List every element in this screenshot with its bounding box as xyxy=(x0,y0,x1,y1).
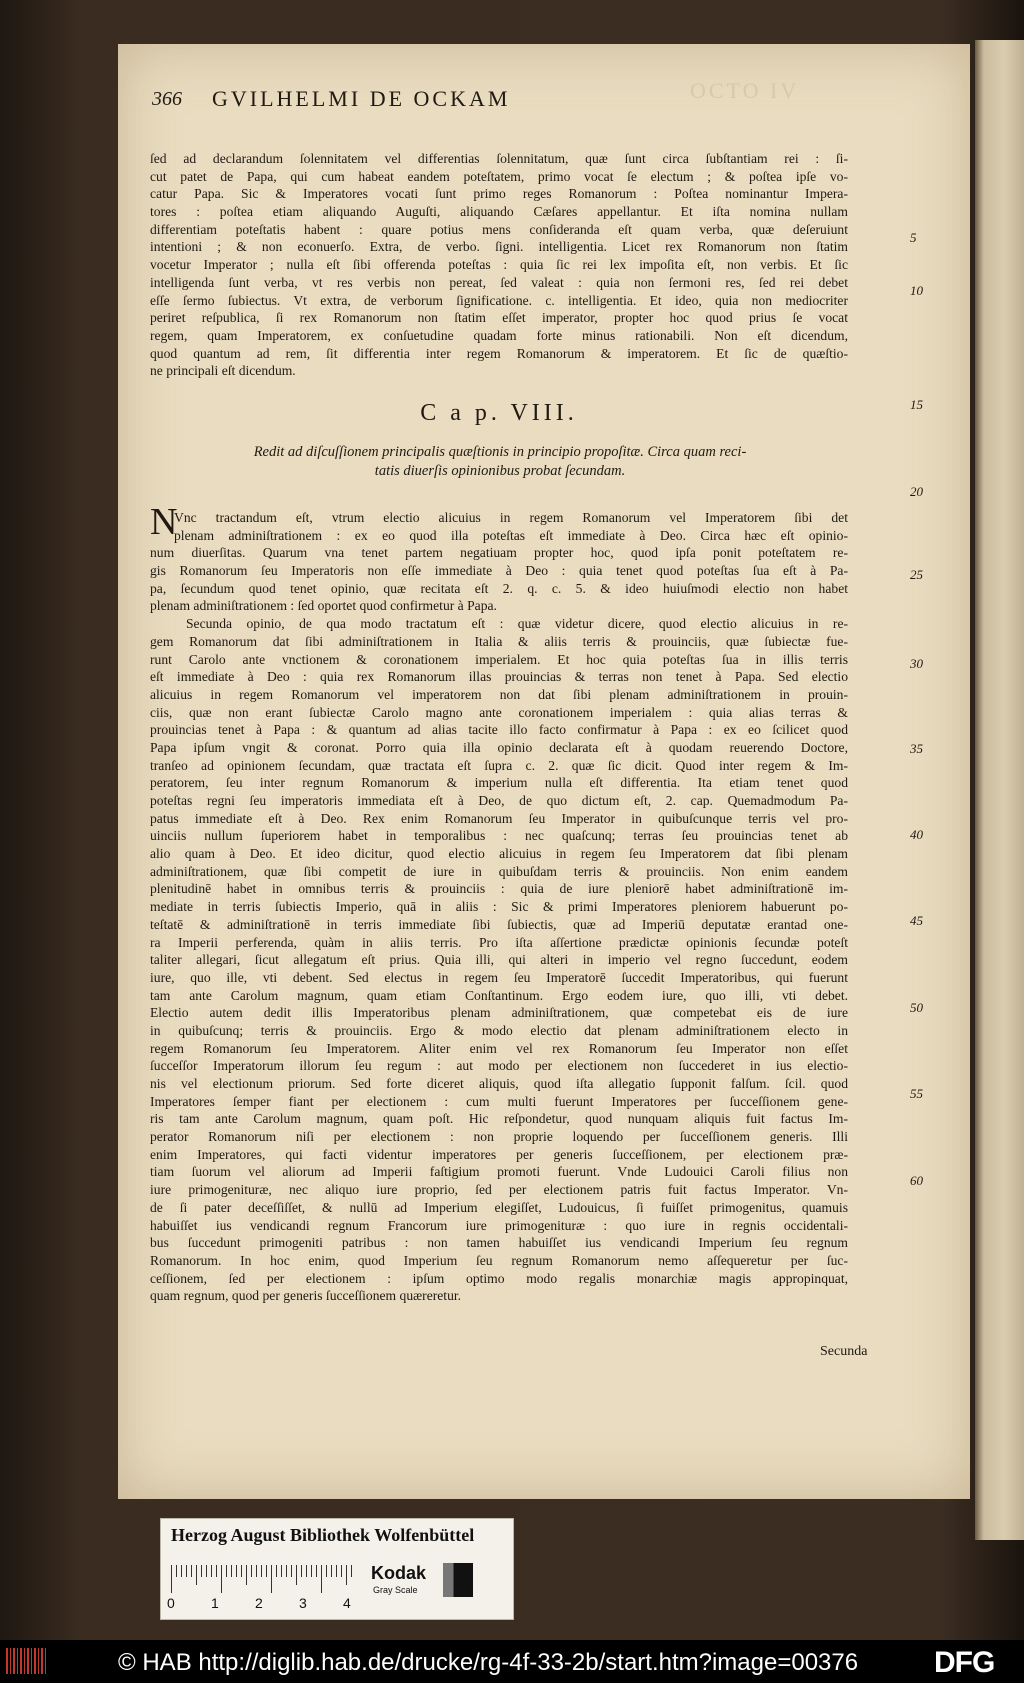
text-line: mediate in terris ſubiectis Imperio, quā in aliis : Sic & primi Imperatores pleniorem habuerunt po- xyxy=(150,899,848,915)
scale-tick xyxy=(251,1565,252,1577)
gray-scale-patch xyxy=(443,1563,473,1597)
text-line: iure primogenituræ, nec aliquo iure proprio, ſed per electionem patris fuit factus Imperator. Vn- xyxy=(150,1182,848,1198)
text-line: gem Romanorum dat ſibi adminiſtrationem in Italia & aliis terris & prouinciis, quæ ſubiectæ fue- xyxy=(150,633,848,649)
text-line: uinciis nullum ſuperiorem habet in temporalibus : nec quaſcunq; terras ſeu prouincias tenet ab xyxy=(150,828,848,844)
scale-tick xyxy=(186,1565,187,1577)
scale-tick xyxy=(306,1565,307,1577)
margin-line-number: 25 xyxy=(910,567,923,582)
scale-tick xyxy=(281,1565,282,1577)
scale-tick xyxy=(176,1565,177,1577)
text-line: ris tam ante Carolum magnum, quam poſt. Hic reſpondetur, quod nunquam aliquis fuit factus Im- xyxy=(150,1111,848,1127)
text-line: ſucceſſor Imperatorum illorum ſeu regum : aut modo per electionem non ſuccederet in ius electio- xyxy=(150,1058,848,1074)
scale-tick xyxy=(266,1565,267,1577)
scale-tick xyxy=(296,1565,297,1585)
text-line: patus immediate eſt à Deo. Rex enim Romanorum ſeu Imperator in quibuſcunque terris vel pro- xyxy=(150,810,848,826)
scale-tick xyxy=(336,1565,337,1577)
text-line: bus ſuccedunt primogeniti patribus : non tamen habuiſſet ius vendicandi Imperium ſeu regnum xyxy=(150,1235,848,1251)
scale-tick xyxy=(286,1565,287,1577)
scale-tick xyxy=(216,1565,217,1577)
scale-tick xyxy=(311,1565,312,1577)
chapter-summary-line: Redit ad diſcuſſionem principalis quæſtionis in principio propoſitæ. Circa quam reci- xyxy=(253,444,747,460)
dfg-logo: DFG xyxy=(934,1646,995,1679)
text-line: alio quam à Deo. Et ideo dicitur, quod electio alicuius in regem ſeu Imperatorem dat ſibi plenam xyxy=(150,846,848,862)
text-line: periret reſpublica, ſi rex Romanorum non ſtatim eſſet imperator, propter hoc quod prius ſe vocat xyxy=(150,310,848,326)
scale-tick xyxy=(206,1565,207,1577)
scale-tick xyxy=(316,1565,317,1577)
chapter-summary-line: tatis diuerſis opinionibus probat ſecundam. xyxy=(374,463,626,479)
scale-tick xyxy=(321,1565,322,1593)
scale-tick xyxy=(291,1565,292,1577)
chapter-body-text xyxy=(150,509,848,1305)
scale-number: 4 xyxy=(343,1595,351,1611)
text-line: peratorem, ſeu inter regnum Romanorum & imperium nulla eſt differentia. Ita etiam tenet quod xyxy=(150,775,848,791)
scale-tick xyxy=(201,1565,202,1577)
text-line: gis Romanorum ſeu Imperatoris non eſſe immediate à Deo : quia tenet quod poteſtas ſua eſt à Pa- xyxy=(150,563,848,579)
kodak-logo: Kodak xyxy=(371,1563,427,1583)
scale-number: 3 xyxy=(299,1595,307,1611)
scale-tick xyxy=(241,1565,242,1577)
scale-tick xyxy=(261,1565,262,1577)
scale-tick xyxy=(246,1565,247,1585)
text-line: num diuerſitas. Quarum vna tenet partem negatiuam propter hoc, quod ipſa ponit poteſtatem re- xyxy=(150,545,848,561)
scale-tick xyxy=(236,1565,237,1577)
scale-tick xyxy=(326,1565,327,1577)
scale-tick xyxy=(256,1565,257,1577)
text-line: prouincias tenet à Papa : & quantum ad alias tacite illo facto confirmatur à Papa : ex eo ſcilicet quod xyxy=(150,722,848,738)
text-line: tiam ſuorum vel aliorum ad Imperii faſtigium promoti fuerunt. Vnde Ludouici Caroli filius non xyxy=(150,1164,848,1180)
drop-cap: N xyxy=(150,501,178,543)
margin-line-number: 45 xyxy=(910,913,923,928)
margin-line-number: 35 xyxy=(910,741,923,756)
running-title: GVILHELMI DE OCKAM xyxy=(212,86,511,111)
text-line: plenam adminiſtrationem : ex eo quod illa poteſtas eſt immediate à Deo. Circa hæc eſt opinio- xyxy=(174,527,848,543)
text-line: tam ante Carolum magnum, quam etiam Conſtantinum. Ergo eodem iure, quo illi, vti debet. xyxy=(150,987,848,1003)
scale-tick xyxy=(331,1565,332,1577)
page-header xyxy=(152,86,742,122)
facing-page-edge xyxy=(975,40,1024,1540)
margin-line-number: 40 xyxy=(910,827,923,842)
text-line: nis vel electionum priorum. Sed forte diceret aliquis, quod iſta allegatio ſupponit falſum. ſcil. quod xyxy=(150,1076,848,1091)
text-line: regem, quam Imperatorem, ex conſuetudine quadam forte minus rationabili. Non eſt dicendum, xyxy=(150,327,848,343)
gray-scale-label: Gray Scale xyxy=(373,1585,418,1595)
text-line: poteſtas regni ſeu imperatoris immediata eſt à Deo, de quo dictum eſt, 2. cap. Quemadmodum Pa- xyxy=(150,793,848,808)
scale-number: 0 xyxy=(167,1595,175,1611)
scale-tick xyxy=(196,1565,197,1585)
margin-line-number: 55 xyxy=(910,1086,923,1101)
text-line: ra Imperii perferenda, quàm in aliis terris. Pro iſta aſſertione prædictæ opinionis ſecundæ poteſt xyxy=(150,934,848,950)
margin-line-number: 60 xyxy=(910,1173,923,1188)
scale-tick xyxy=(351,1565,352,1577)
scale-tick xyxy=(171,1565,172,1593)
margin-line-number: 10 xyxy=(910,283,923,298)
scale-tick xyxy=(226,1565,227,1577)
text-line: cut patet de Papa, qui cum habeat eandem poteſtatem, primo vocat ſe electum ; & poſtea ipſe vo- xyxy=(150,168,848,184)
text-line: pa, ſecundum quod tenet opinio, quæ recitata eſt 2. q. c. 5. & ideo huiuſmodi electio non habet xyxy=(150,580,848,596)
scale-tick xyxy=(211,1565,212,1577)
text-line: Papa ipſum vngit & coronat. Porro quia illa opinio declarata eſt à quodam reuerendo Doctore, xyxy=(150,739,848,755)
bleed-through-title: OCTO IV xyxy=(690,78,800,103)
scale-tick xyxy=(341,1565,342,1577)
text-line: taliter allegari, ſicut allegatum eſt prius. Quia illi, qui alteri in imperio vel regno ſuccedunt, eodem xyxy=(150,952,848,968)
text-line: enim Imperatores, qui facti videntur imperatores per generis ſucceſſionem, per electionem præ- xyxy=(150,1146,848,1162)
scale-tick xyxy=(231,1565,232,1577)
scale-tick xyxy=(276,1565,277,1577)
text-line: quam regnum, quod per generis ſucceſſionem quæreretur. xyxy=(150,1288,462,1304)
margin-line-number: 50 xyxy=(910,1000,923,1015)
text-line: catur Papa. Sic & Imperatores vocati ſunt primo reges Romanorum : Poſtea nominantur Impera- xyxy=(150,186,848,202)
text-line: plenam adminiſtrationem : ſed oportet quod confirmetur à Papa. xyxy=(150,598,497,614)
margin-line-number: 5 xyxy=(910,230,917,245)
scale-number: 1 xyxy=(211,1595,219,1611)
text-line: regem Romanorum ſeu Imperatorem. Aliter enim vel rex Romanorum ſeu Imperator non eſſet xyxy=(150,1040,848,1056)
scale-tick xyxy=(181,1565,182,1577)
library-name: Herzog August Bibliothek Wolfenbüttel xyxy=(171,1525,475,1545)
text-line: vocetur Imperator ; nulla eſt ſibi offerenda poteſtas : quia ſic rei lex impoſita eſt, non verbis. Et ſic xyxy=(150,257,848,273)
text-line: Secunda opinio, de qua modo tractatum eſt : quæ videtur dicere, quod electio alicuius in re- xyxy=(186,616,848,632)
page-number: 366 xyxy=(152,88,182,110)
text-line: perator Romanorum niſi per electionem : non proprie loquendo per ſucceſſionem generis. Illi xyxy=(150,1129,848,1145)
text-line: eſt immediate à Deo : quia rex Romanorum illas prouincias & terras non tenet à Papa. Sed electio xyxy=(150,669,848,685)
text-line: plenitudinē habet in omnibus terris & prouinciis : quia de iure pleniorē habet adminiſtrationē im- xyxy=(150,881,848,897)
text-line: iure, quo ille, vti debent. Sed electus in regem ſeu Imperatorē ſuccedit Imperatoribus, qui fuerunt xyxy=(150,969,848,985)
text-line: tranſeo ad opinionem ſecundam, quæ tractata eſt ſupra c. 2. quæ ſic dicit. Quod inter regem & Im- xyxy=(150,757,848,773)
text-line: Vnc tractandum eſt, vtrum electio alicuius in regem Romanorum vel Imperatorem ſibi det xyxy=(174,510,848,525)
text-line: ciis, quæ non erant ſubiectæ Carolo magno ante coronationem imperialem : quia alias terras & xyxy=(150,704,848,720)
text-line: intentioni ; & non econuerſo. Extra, de verbo. ſigni. intelligentia. Licet rex Romanorum non ſtatim xyxy=(150,239,848,255)
text-line: ne principali eſt dicendum. xyxy=(150,363,296,379)
margin-line-number: 15 xyxy=(910,397,923,412)
text-line: quod quantum ad rem, ſit differentia inter regem Romanorum & imperatorem. Et ſic de quæſtio- xyxy=(150,345,848,361)
text-line: tores : poſtea etiam aliquando Auguſti, aliquando Cæſares appellantur. Et iſta nomina nullam xyxy=(150,204,848,220)
scale-tick xyxy=(191,1565,192,1577)
text-line: Electio autem dedit illis Imperatoribus plenam adminiſtrationem, quæ competebat eis de iure xyxy=(150,1005,848,1021)
text-line: differentiam poteſtatis habent : quare potius mens conſideranda eſt quam verba, quæ deſeruiunt xyxy=(150,221,848,237)
text-line: in quibuſcunq; terris & prouinciis. Ergo & modo electio dat plenam adminiſtrationem electo in xyxy=(150,1022,848,1038)
scale-tick xyxy=(301,1565,302,1577)
line-number-margin xyxy=(910,0,950,1683)
margin-line-number: 30 xyxy=(910,656,923,671)
text-line: de ſi pater deceſſiſſet, & nullū ad Imperium elegiſſet, Ludouicus, ſi fuiſſet primogenitus, quamuis xyxy=(150,1199,848,1215)
text-line: runt Carolo ante vnctionem & coronationem imperialem. Et hoc quia poteſtas ſua in illis terris xyxy=(150,651,848,667)
text-line: ſed ad declarandum ſolennitatem vel differentias ſolennitatum, quæ ſunt circa ſubſtantiam rei : ſi- xyxy=(150,151,848,166)
text-line: ceſſionem, ſed per electionem : ipſum optimo modo regalis monarchiæ magis appropinquat, xyxy=(150,1270,848,1286)
text-line: teſtatē & adminiſtrationē in terris immediate ſibi ſubiectis, quæ ad Imperiū deputatæ erantad one- xyxy=(150,916,848,932)
barcode-icon xyxy=(6,1648,46,1674)
chapter-summary xyxy=(200,443,800,481)
text-line: Romanorum. In hoc enim, quod Imperium ſeu regnum Romanorum nemo aſſequeretur per ſuc- xyxy=(150,1252,848,1268)
footer-bar xyxy=(0,1640,1024,1683)
chapter-heading: C a p. VIII. xyxy=(420,400,578,426)
margin-line-number: 20 xyxy=(910,484,923,499)
scale-tick xyxy=(271,1565,272,1593)
text-line: habuiſſet ius vendicandi regnum Francorum iure primogenituræ : quo iure in regnis occidentali- xyxy=(150,1217,848,1233)
footer-credit[interactable]: © HAB http://diglib.hab.de/drucke/rg-4f-33-2b/start.htm?image=00376 xyxy=(118,1649,859,1676)
library-label xyxy=(160,1518,514,1620)
text-line: alicuius in regem Romanorum vel imperatorem non dat ſibi plenam adminiſtrationem in prouin- xyxy=(150,686,848,702)
measuring-scale xyxy=(171,1565,351,1593)
scale-tick xyxy=(221,1565,222,1593)
text-line: eſſe ſermo ſubiectus. Vt extra, de verborum ſignificatione. c. intelligentia. Et ideo, quia non mediocriter xyxy=(150,292,848,308)
text-line: intelligenda ſunt verba, vt res verbis non pereat, ſed valeat : quia non ſermoni res, ſed rei debet xyxy=(150,274,848,290)
text-line: Imperatores ſemper fiant per electionem : cum multi fuerunt Imperatores per ſucceſſionem gene- xyxy=(150,1093,848,1109)
preceding-chapter-text xyxy=(150,150,848,380)
catchword: Secunda xyxy=(820,1344,868,1359)
text-line: adminiſtrationem, quæ ſibi competit de iure in quibuſdam terris & prouinciis. Non enim eandem xyxy=(150,863,848,879)
scale-tick xyxy=(346,1565,347,1585)
scale-number: 2 xyxy=(255,1595,263,1611)
